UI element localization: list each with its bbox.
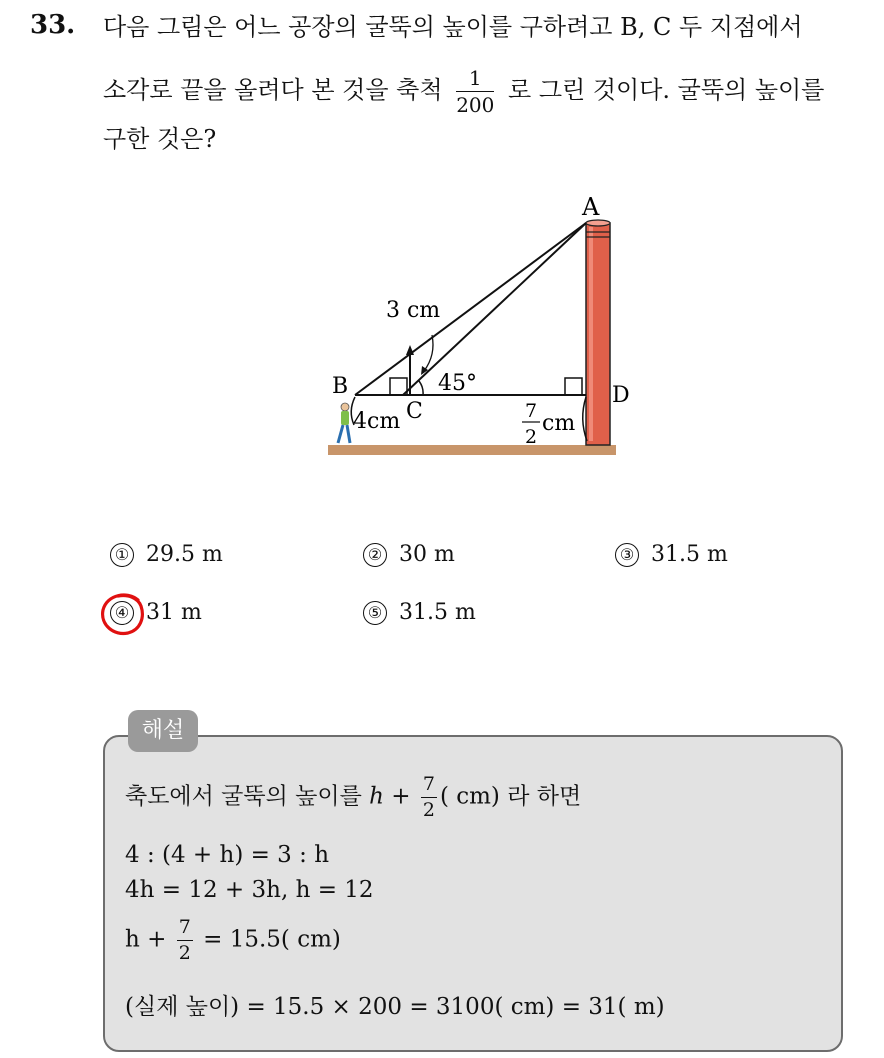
solution-line-1-plus: + [391, 783, 411, 810]
choice-3[interactable] [615, 542, 728, 567]
solution-line-1-fraction [421, 775, 437, 820]
label-frac-num: 7 [525, 400, 538, 422]
height-3cm-arrow [406, 345, 414, 355]
solution-line-1 [125, 775, 581, 820]
choice-1-number: ① [110, 543, 134, 567]
choice-5-number: ⑤ [363, 601, 387, 625]
solution-line-1-after: 라 하면 [507, 783, 582, 810]
solution-line-4-fraction [177, 918, 193, 963]
person-icon [338, 403, 350, 443]
label-frac-den: 2 [525, 426, 538, 448]
solution-line-4-h: h + [125, 926, 167, 953]
question-line-2-before: 소각로 끝을 올려다 본 것을 축척 [103, 76, 443, 104]
choice-1-text: 29.5 m [146, 542, 223, 567]
ground [328, 445, 616, 455]
question-number: 33. [30, 10, 76, 40]
scale-denominator: 200 [456, 93, 495, 117]
solution-line-1-unit: ( cm) [439, 783, 500, 810]
choice-2-number: ② [363, 543, 387, 567]
solution-line-5: (실제 높이) = 15.5 × 200 = 3100( cm) = 31( m) [125, 994, 665, 1020]
choice-2-text: 30 m [399, 542, 455, 567]
solution-line-1-h: h [369, 783, 384, 810]
question-line-2-after: 로 그린 것이다. 굴뚝의 높이를 [508, 76, 825, 104]
solution-line-1-before: 축도에서 굴뚝의 높이를 [125, 783, 362, 810]
solution-line-1-den: 2 [422, 799, 435, 821]
label-a: A [582, 193, 600, 221]
solution-line-3: 4h = 12 + 3h, h = 12 [125, 877, 374, 903]
label-frac-unit: cm [542, 411, 576, 436]
solution-line-2: 4 : (4 + h) = 3 : h [125, 842, 330, 868]
label-b: B [332, 374, 349, 399]
solution-tag: 해설 [128, 710, 198, 752]
solution-line-1-num: 7 [421, 775, 437, 798]
choice-1[interactable] [110, 542, 223, 567]
choice-5-text: 31.5 m [399, 600, 476, 625]
label-3cm: 3 cm [386, 298, 441, 323]
choice-2[interactable] [363, 542, 455, 567]
solution-line-4-num: 7 [177, 918, 193, 941]
choice-5[interactable] [363, 600, 476, 625]
right-angle-mark-2 [565, 378, 582, 395]
solution-line-4 [125, 918, 341, 963]
choice-3-number: ③ [615, 543, 639, 567]
question-line-3: 구한 것은? [103, 125, 217, 153]
choice-4-text: 31 m [146, 600, 202, 625]
question-line-1: 다음 그림은 어느 공장의 굴뚝의 높이를 구하려고 B, C 두 지점에서 [103, 13, 803, 41]
chimney-figure [320, 185, 630, 460]
chimney-highlight [589, 227, 593, 441]
label-c: C [406, 399, 423, 424]
solution-line-4-after: = 15.5( cm) [203, 926, 341, 953]
choice-4-number: ④ [110, 601, 134, 625]
answer-mark [98, 588, 150, 640]
choice-3-text: 31.5 m [651, 542, 728, 567]
label-4cm: 4cm [353, 409, 401, 434]
label-d: D [612, 383, 630, 408]
angle-arc [419, 381, 423, 395]
question-line-2 [103, 68, 824, 115]
scale-fraction [456, 68, 494, 115]
solution-line-4-den: 2 [178, 942, 191, 964]
label-angle: 45° [438, 371, 477, 396]
scale-numerator: 1 [456, 68, 494, 92]
